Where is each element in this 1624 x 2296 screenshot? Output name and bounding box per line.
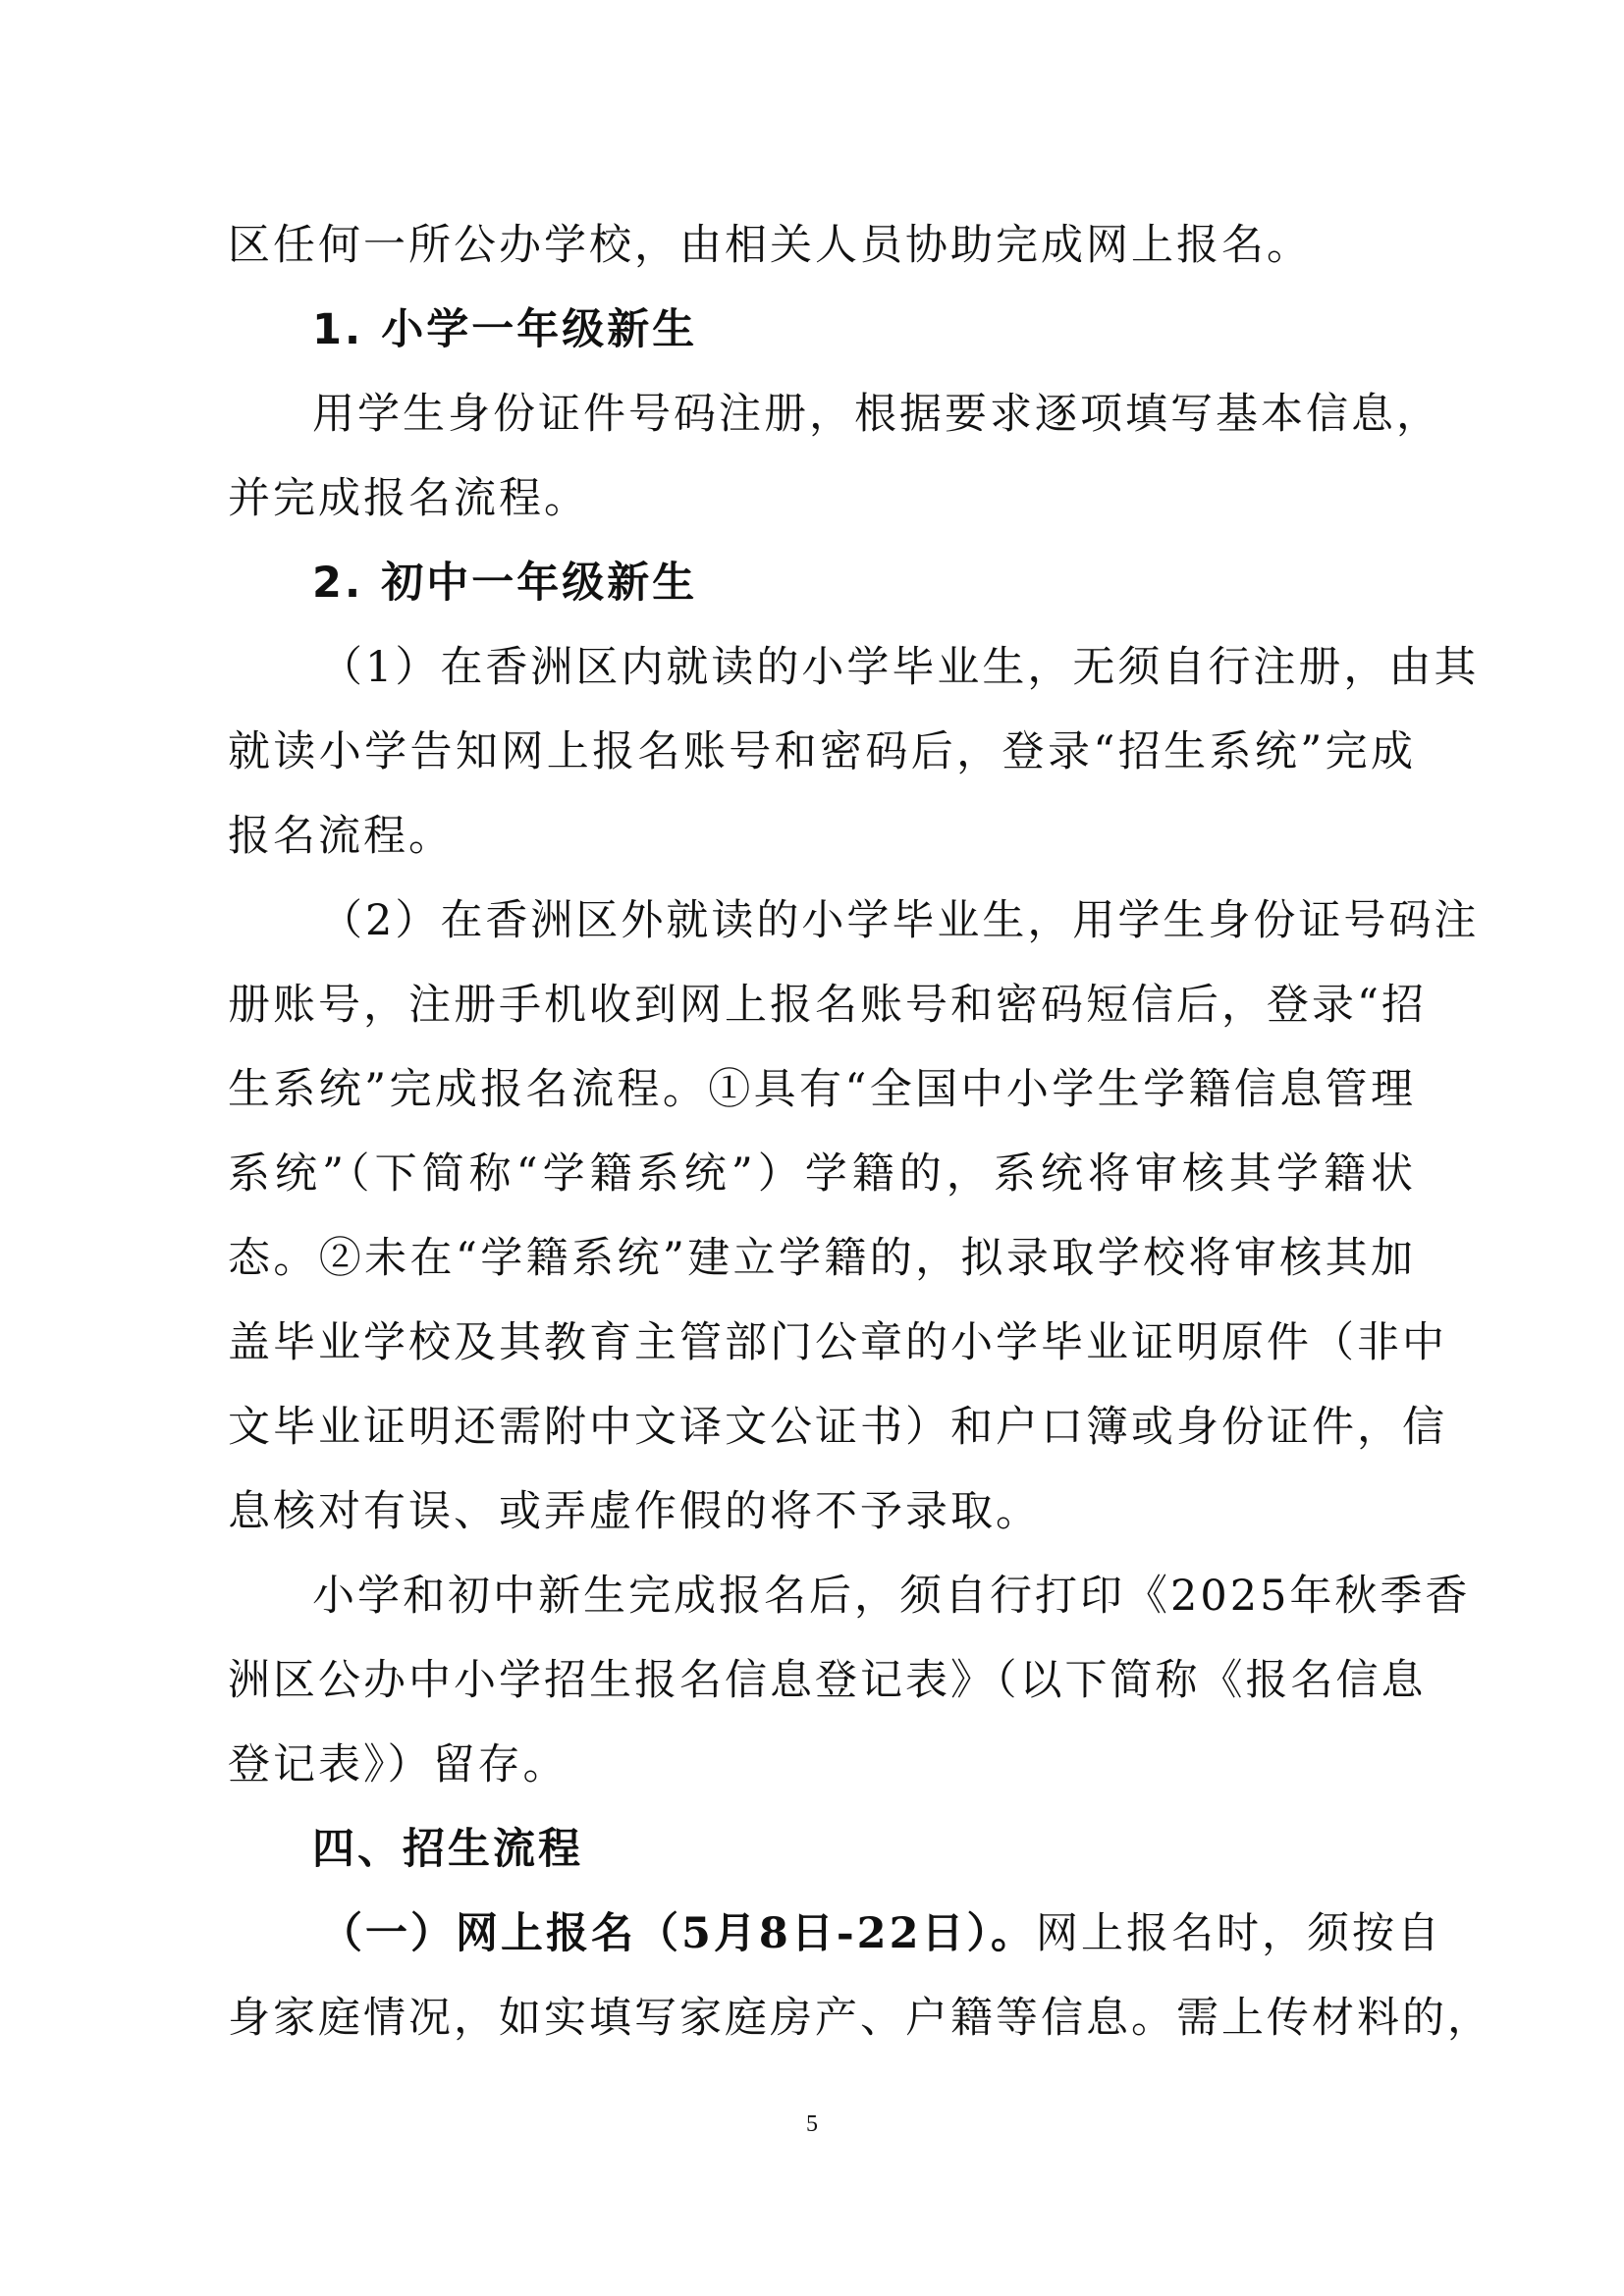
subheading-online-registration: （一）网上报名（5月8日-22日）。 bbox=[320, 1909, 1037, 1958]
paragraph-text: 网上报名时，须按自 bbox=[1036, 1909, 1443, 1958]
paragraph-line: 报名流程。 bbox=[228, 812, 454, 861]
paragraph-line: 册账号，注册手机收到网上报名账号和密码短信后，登录“招 bbox=[228, 981, 1427, 1030]
section-heading-primary-grade1: 1. 小学一年级新生 bbox=[312, 305, 698, 354]
paragraph-line: 用学生身份证件号码注册，根据要求逐项填写基本信息， bbox=[312, 390, 1441, 439]
paragraph-line: 盖毕业学校及其教育主管部门公章的小学毕业证明原件（非中 bbox=[228, 1318, 1447, 1367]
paragraph-line: （2）在香洲区外就读的小学毕业生，用学生身份证号码注 bbox=[320, 896, 1480, 945]
paragraph-line-mixed bbox=[320, 1904, 1443, 1963]
paragraph-line: 区任何一所公办学校，由相关人员协助完成网上报名。 bbox=[228, 221, 1312, 270]
paragraph-line: 系统”（下简称“学籍系统”）学籍的，系统将审核其学籍状 bbox=[228, 1149, 1416, 1199]
paragraph-line: 息核对有误、或弄虚作假的将不予录取。 bbox=[228, 1487, 1041, 1536]
page-number: 5 bbox=[806, 2111, 818, 2137]
paragraph-line: 并完成报名流程。 bbox=[228, 474, 589, 523]
paragraph-line: 登记表》）留存。 bbox=[228, 1740, 568, 1789]
paragraph-line: （1）在香洲区内就读的小学毕业生，无须自行注册，由其 bbox=[320, 643, 1480, 692]
paragraph-line: 就读小学告知网上报名账号和密码后，登录“招生系统”完成 bbox=[228, 727, 1416, 776]
paragraph-line: 身家庭情况，如实填写家庭房产、户籍等信息。需上传材料的， bbox=[228, 1994, 1492, 2043]
section-heading-junior-grade1: 2. 初中一年级新生 bbox=[312, 559, 698, 608]
paragraph-line: 小学和初中新生完成报名后，须自行打印《2025年秋季香 bbox=[312, 1572, 1471, 1621]
paragraph-line: 洲区公办中小学招生报名信息登记表》（以下简称《报名信息 bbox=[228, 1656, 1427, 1705]
paragraph-line: 文毕业证明还需附中文译文公证书）和户口簿或身份证件，信 bbox=[228, 1403, 1447, 1452]
paragraph-line: 态。②未在“学籍系统”建立学籍的，拟录取学校将审核其加 bbox=[228, 1234, 1416, 1283]
section-heading-enrollment-process: 四、招生流程 bbox=[312, 1825, 583, 1874]
paragraph-line: 生系统”完成报名流程。①具有“全国中小学生学籍信息管理 bbox=[228, 1065, 1416, 1114]
